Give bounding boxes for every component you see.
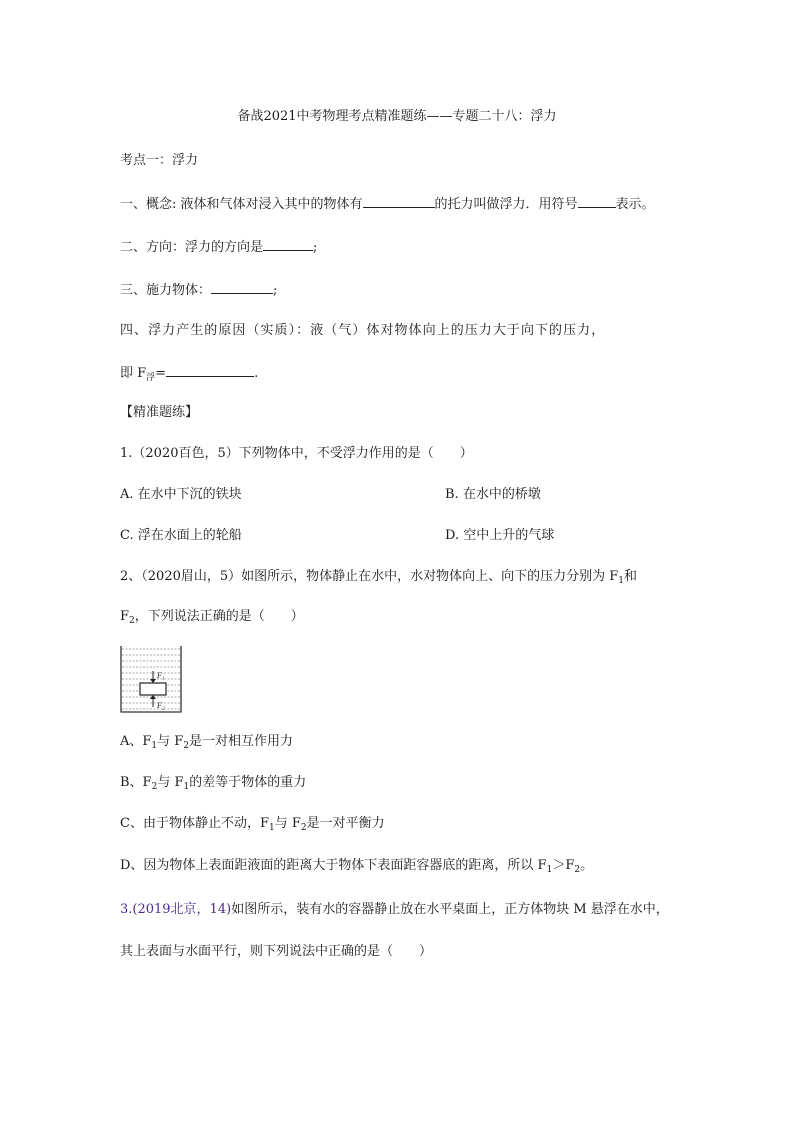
q2b-sub1: 1 <box>183 782 190 792</box>
q2-sub-1: 1 <box>618 576 625 586</box>
q2b-mid: 与 F <box>157 775 184 790</box>
q2-option-b <box>120 774 306 792</box>
direction-prefix: 二、方向：浮力的方向是 <box>120 240 264 255</box>
q2a-sub1: 1 <box>151 741 158 751</box>
concept-blank-1[interactable] <box>363 195 435 208</box>
q2-option-c <box>120 815 385 833</box>
q2a-mid: 与 F <box>157 734 184 749</box>
q2a-sub2: 2 <box>183 741 190 751</box>
cause-line: 四、浮力产生的原因（实质）：液（气）体对物体向上的压力大于向下的压力， <box>120 323 606 338</box>
q2d-post: 。 <box>580 858 594 873</box>
q2c-post: 是一对平衡力 <box>306 816 385 831</box>
concept-prefix: 一、概念: 液体和气体对浸入其中的物体有 <box>120 197 363 212</box>
q2c-sub1: 1 <box>268 823 275 833</box>
q2-stem-b: 和 <box>624 569 638 584</box>
q2c-pre: C、由于物体静止不动，F <box>120 816 269 831</box>
q2-stem-d: ，下列说法正确的是（ ） <box>134 609 304 624</box>
q2c-sub2: 2 <box>300 823 307 833</box>
q3-stem-line-2: 其上表面与水面平行，则下列说法中正确的是（ ） <box>120 944 433 959</box>
q1-option-d: D. 空中上升的气球 <box>445 528 555 543</box>
concept-line <box>120 195 655 214</box>
formula-line <box>120 364 258 383</box>
q3-source[interactable]: 3.(2019北京，14) <box>120 902 232 917</box>
formula-blank[interactable] <box>166 364 254 377</box>
q1-option-a: A. 在水中下沉的铁块 <box>120 487 242 502</box>
formula-end: . <box>254 366 259 381</box>
q2-sub-2: 2 <box>129 616 135 626</box>
label-f2: F₂ <box>157 701 165 710</box>
q2-option-a <box>120 733 293 751</box>
q1-option-b: B. 在水中的桥墩 <box>445 487 541 502</box>
concept-blank-2[interactable] <box>578 195 616 208</box>
section-heading: 考点一：浮力 <box>120 153 199 168</box>
direction-blank[interactable] <box>263 238 313 251</box>
q2-option-d <box>120 857 593 875</box>
q1-option-c: C. 浮在水面上的轮船 <box>120 528 242 543</box>
q2d-pre: D、因为物体上表面距液面的距离大于物体下表面距容器底的距离，所以 F <box>120 858 547 873</box>
direction-suffix: ; <box>313 240 318 255</box>
concept-suffix: 表示。 <box>615 197 655 212</box>
q2c-mid: 与 F <box>274 816 301 831</box>
q3-stem-a: 如图所示，装有水的容器静止放在水平桌面上，正方体物块 M 悬浮在水中， <box>231 902 669 917</box>
q2d-sub2: 2 <box>574 865 581 875</box>
applier-suffix: ; <box>273 283 278 298</box>
q2b-pre: B、F <box>120 775 152 790</box>
applier-blank[interactable] <box>211 281 273 294</box>
q2-stem-a: 2、（2020眉山，5）如图所示，物体静止在水中，水对物体向上、向下的压力分别为 F <box>120 569 619 584</box>
formula-eq: = <box>155 366 167 381</box>
q2d-mid: ＞F <box>552 858 575 873</box>
direction-line <box>120 238 317 257</box>
q2b-post: 的差等于物体的重力 <box>189 775 307 790</box>
formula-prefix: 即 F <box>120 366 147 381</box>
formula-subscript: 浮 <box>146 373 156 383</box>
concept-mid: 的托力叫做浮力．用符号 <box>434 197 578 212</box>
q2b-sub2: 2 <box>151 782 158 792</box>
q2d-sub1: 1 <box>546 865 553 875</box>
q2-stem-line-1 <box>120 568 637 586</box>
page-title: 备战2021中考物理考点精准题练——专题二十八：浮力 <box>237 109 557 124</box>
q2a-pre: A、F <box>120 734 152 749</box>
submerged-block <box>140 683 166 695</box>
q2a-post: 是一对相互作用力 <box>189 734 294 749</box>
q1-stem: 1.（2020百色，5）下列物体中，不受浮力作用的是（ ） <box>120 446 473 461</box>
label-f1: F₁ <box>157 671 165 680</box>
q2-figure-container <box>120 645 182 713</box>
q3-stem-line-1 <box>120 901 669 919</box>
applier-prefix: 三、施力物体： <box>120 283 212 298</box>
practice-heading: 【精准题练】 <box>120 405 199 420</box>
applier-line <box>120 281 277 300</box>
q2-stem-line-2 <box>120 608 304 626</box>
q2-stem-c: F <box>120 609 130 624</box>
